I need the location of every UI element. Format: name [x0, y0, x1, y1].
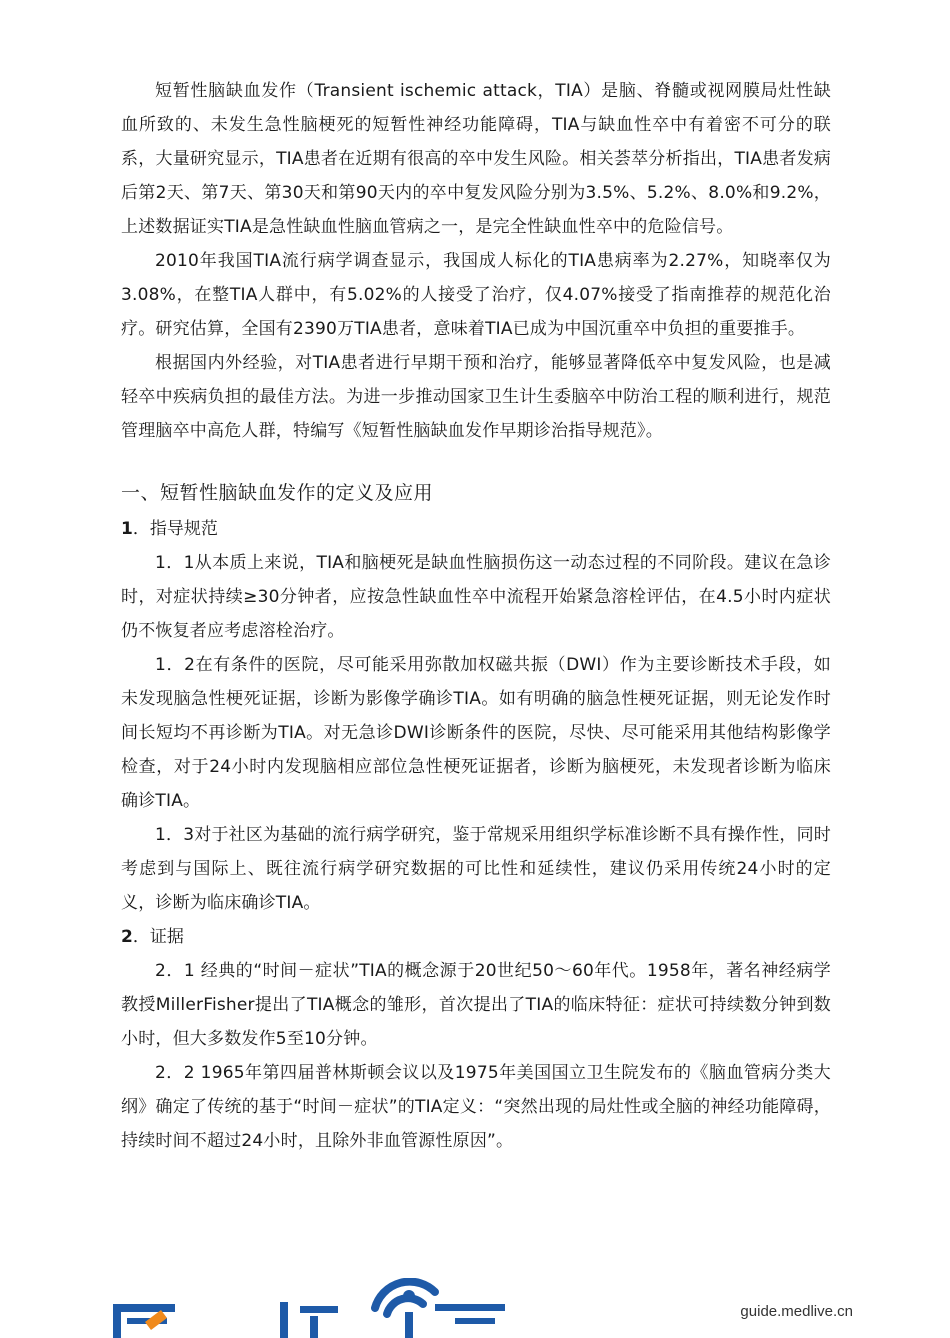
guideline-1-3: 1．3对于社区为基础的流行病学研究，鉴于常规采用组织学标准诊断不具有操作性，同时考虑到与国际上、既往流行病学研究数据的可比性和延续性，建议仍采用传统24小时的定义，诊断为临床确诊TIA。: [121, 825, 831, 913]
intro-paragraph-2: 2010年我国TIA流行病学调查显示，我国成人标化的TIA患病率为2.27%，知晓率仅为3.08%，在整TIA人群中，有5.02%的人接受了治疗，仅4.07%接受了指南推荐的规范化治疗。研究估算，全国有2390万TIA患者，意味着TIA已成为中国沉重卒中负担的重要推手。: [121, 251, 831, 339]
medlive-logo: [105, 1278, 565, 1338]
document-body: [121, 74, 831, 1158]
section-1-title: 一、短暂性脑缺血发作的定义及应用: [121, 482, 434, 504]
intro-paragraph-1: 短暂性脑缺血发作（Transient ischemic attack，TIA）是脑、脊髓或视网膜局灶性缺血所致的、未发生急性脑梗死的短暂性神经功能障碍，TIA与缺血性卒中有着密不可分的联系，大量研究显示，TIA患者在近期有很高的卒中发生风险。相关荟萃分析指出，TIA患者发病后第2天、第7天、第30天和第90天内的卒中复发风险分别为3.5%、5.2%、8.0%和9.2%，上述数据证实TIA是急性缺血性脑血管病之一，是完全性缺血性卒中的危险信号。: [121, 81, 831, 237]
evidence-2-2: 2．2 1965年第四届普林斯顿会议以及1975年美国国立卫生院发布的《脑血管病分类大纲》确定了传统的基于“时间－症状”的TIA定义：“突然出现的局灶性或全脑的神经功能障碍，持续时间不超过24小时，且除外非血管源性原因”。: [121, 1063, 831, 1151]
guideline-1-2: 1．2在有条件的医院，尽可能采用弥散加权磁共振（DWI）作为主要诊断技术手段，如未发现脑急性梗死证据，诊断为影像学确诊TIA。如有明确的脑急性梗死证据，则无论发作时间长短均不再诊断为TIA。对无急诊DWI诊断条件的医院，尽快、尽可能采用其他结构影像学检查，对于24小时内发现脑相应部位急性梗死证据者，诊断为脑梗死，未发现者诊断为临床确诊TIA。: [121, 655, 831, 811]
logo-accent-icon: [145, 1310, 167, 1330]
subsection-2-number: 2: [121, 927, 133, 947]
footer-url[interactable]: guide.medlive.cn: [740, 1303, 853, 1320]
signal-dot-icon: [403, 1290, 415, 1302]
intro-paragraph-3: 根据国内外经验，对TIA患者进行早期干预和治疗，能够显著降低卒中复发风险，也是减轻卒中疾病负担的最佳方法。为进一步推动国家卫生计生委脑卒中防治工程的顺利进行，规范管理脑卒中高危人群，特编写《短暂性脑缺血发作早期诊治指导规范》。: [121, 353, 831, 441]
subsection-2-heading: [121, 920, 831, 954]
subsection-1-heading: [121, 512, 831, 546]
logo-glyphs: [113, 1302, 505, 1338]
guideline-1-1: 1．1从本质上来说，TIA和脑梗死是缺血性脑损伤这一动态过程的不同阶段。建议在急诊时，对症状持续≥30分钟者，应按急性缺血性卒中流程开始紧急溶栓评估，在4.5小时内症状仍不恢复者应考虑溶栓治疗。: [121, 553, 831, 641]
subsection-1-number: 1: [121, 519, 133, 539]
subsection-1-label: ．指导规范: [132, 519, 218, 539]
evidence-2-1: 2．1 经典的“时间－症状”TIA的概念源于20世纪50～60年代。1958年，著名神经病学教授MillerFisher提出了TIA概念的雏形，首次提出了TIA的临床特征：症状可持续数分钟到数小时，但大多数发作5至10分钟。: [121, 961, 831, 1049]
subsection-2-label: ．证据: [132, 927, 184, 947]
